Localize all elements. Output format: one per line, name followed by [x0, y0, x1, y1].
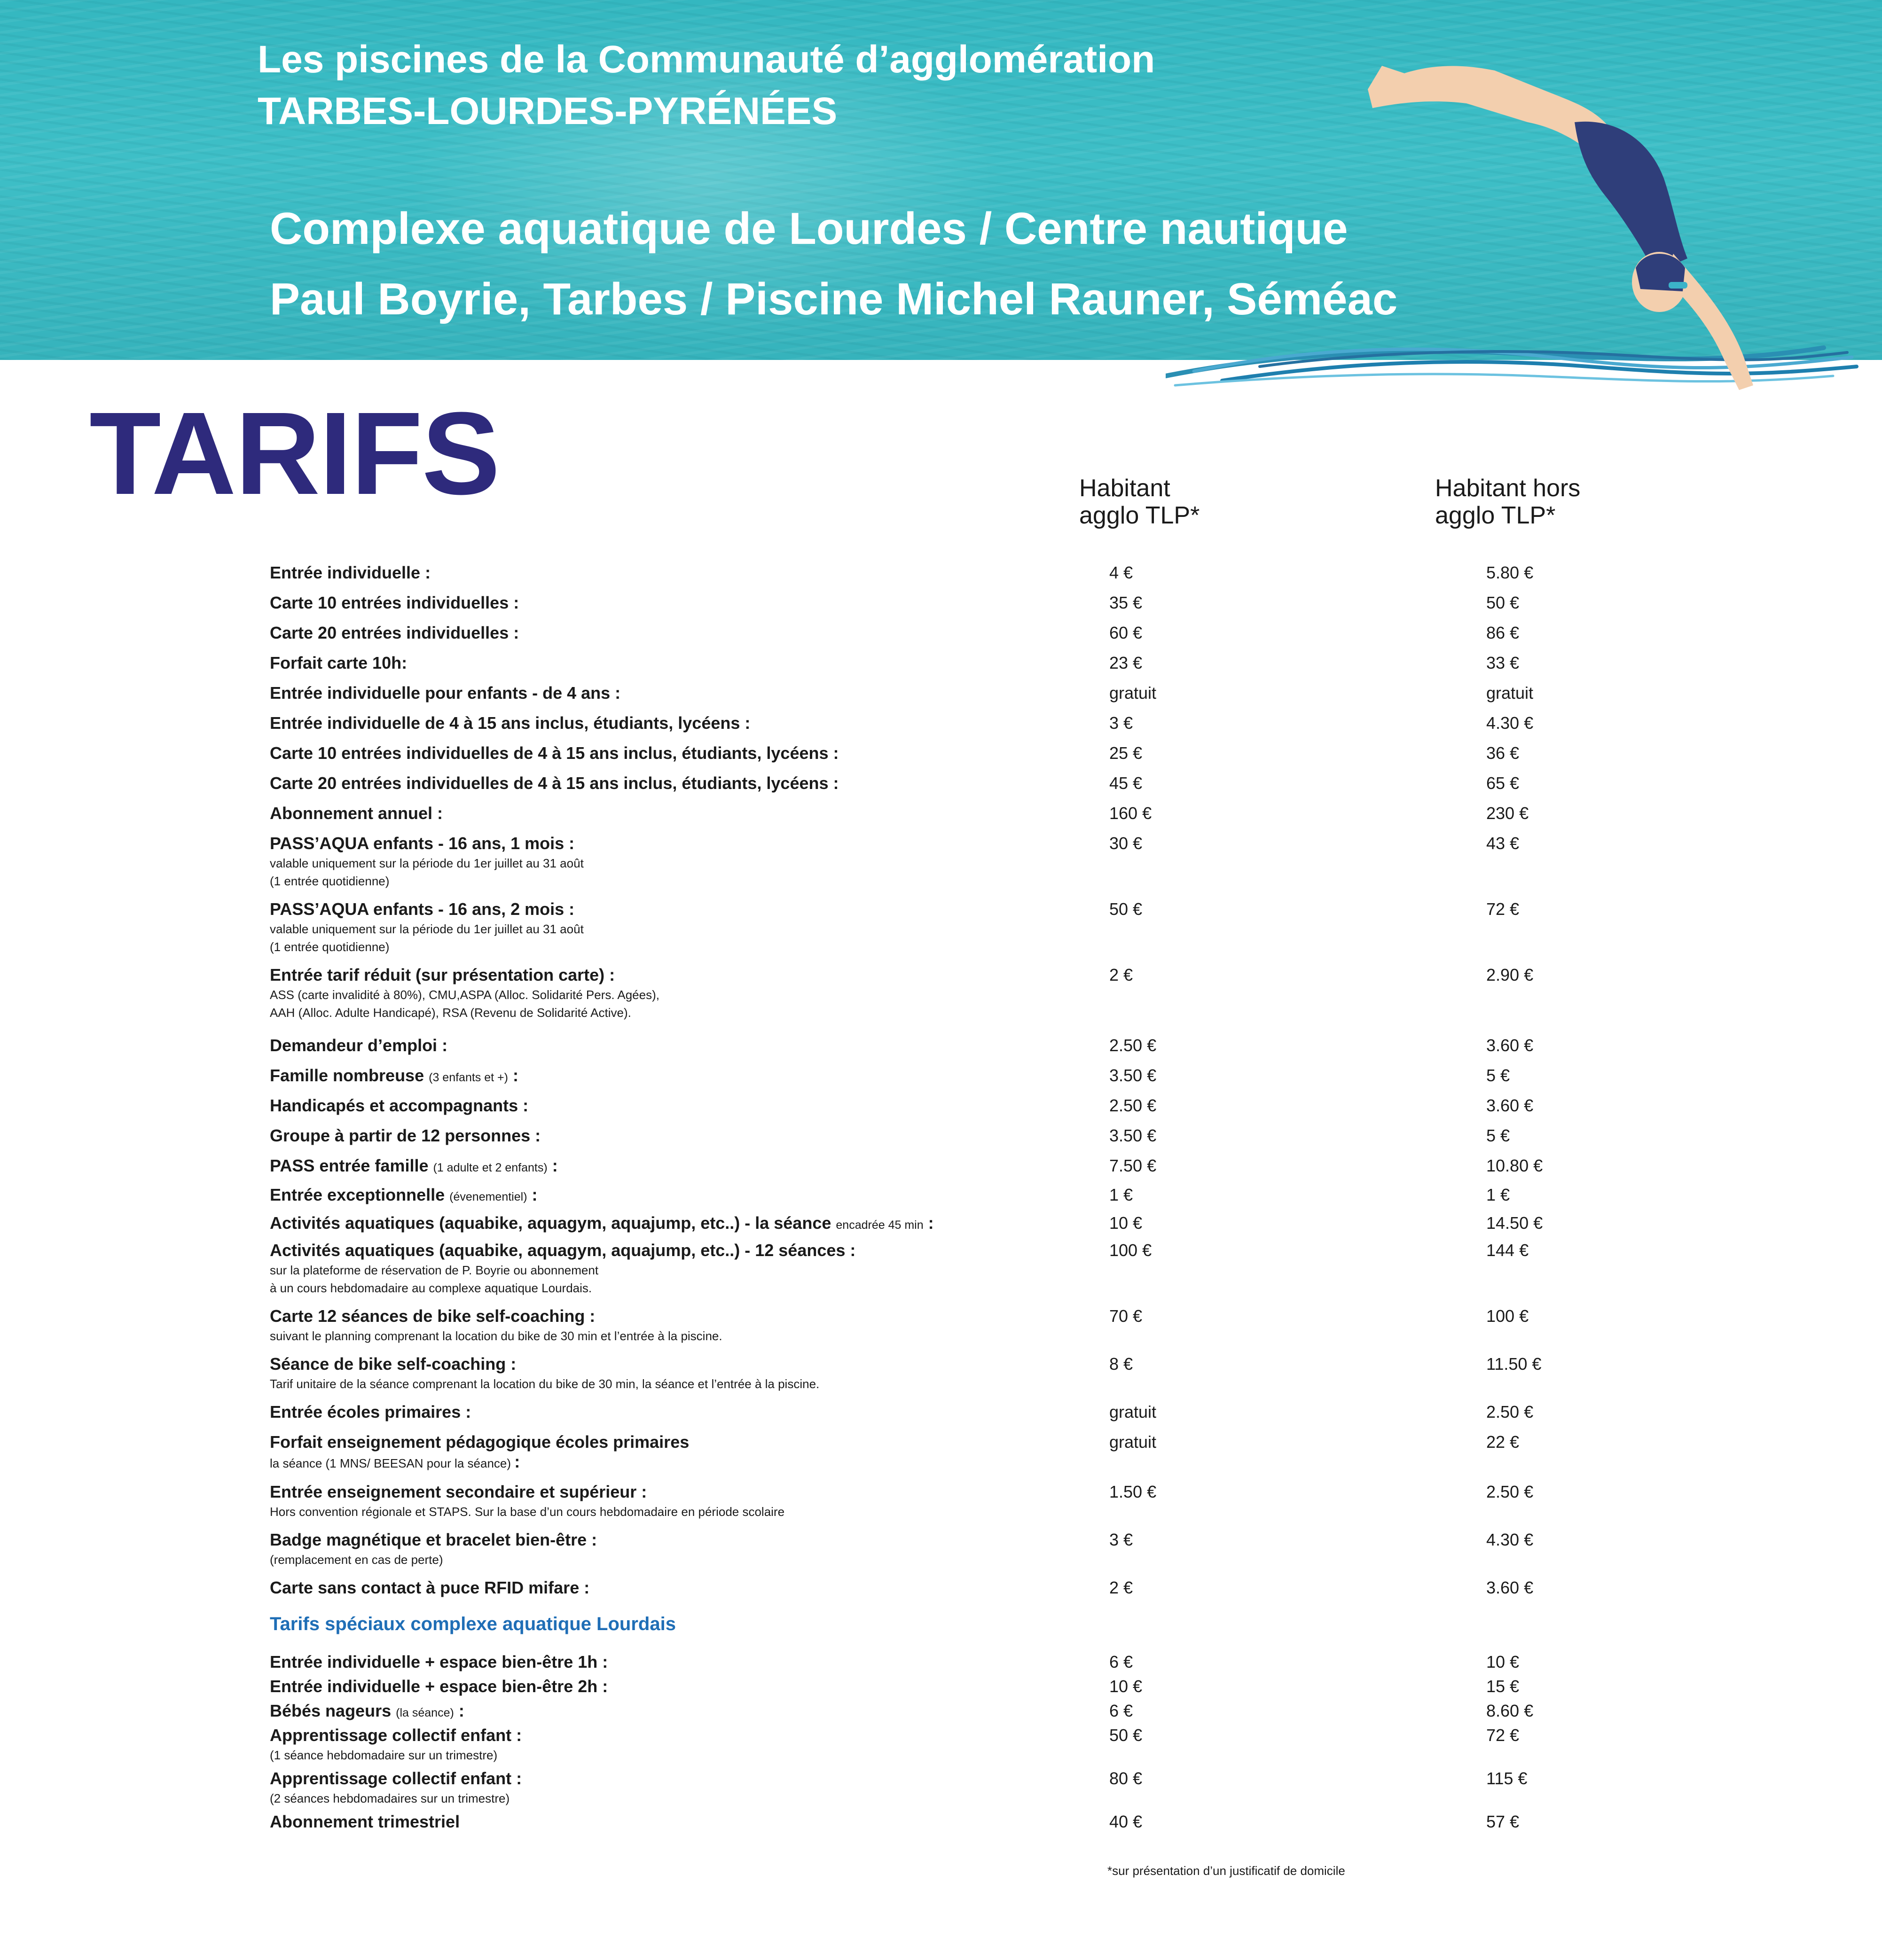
price-non-resident: 144 € [1486, 1241, 1529, 1260]
price-non-resident: 5 € [1486, 1066, 1510, 1085]
page-title: TARIFS [89, 388, 500, 519]
price-non-resident: 5.80 € [1486, 563, 1534, 582]
price-non-resident: 50 € [1486, 593, 1520, 612]
tariff-label: Abonnement annuel : [270, 804, 443, 823]
price-resident: 160 € [1109, 804, 1152, 823]
tariff-label: Carte 10 entrées individuelles de 4 à 15 ans inclus, étudiants, lycéens : [270, 743, 839, 763]
tariff-row [270, 1481, 1774, 1521]
price-non-resident: 4.30 € [1486, 1530, 1534, 1549]
price-resident: 4 € [1109, 563, 1133, 582]
tariff-label-colon: : [532, 1185, 538, 1204]
tariff-note: Tarif unitaire de la séance comprenant la location du bike de 30 min, la séance et l’entrée à la piscine. [270, 1377, 820, 1391]
price-resident: 2 € [1109, 1578, 1133, 1597]
tariff-label: Famille nombreuse [270, 1066, 424, 1085]
price-resident: 50 € [1109, 899, 1143, 919]
price-resident: gratuit [1109, 683, 1157, 703]
tariff-row [270, 898, 1774, 956]
tariff-label: Abonnement trimestriel [270, 1812, 460, 1831]
price-non-resident: 3.60 € [1486, 1036, 1534, 1055]
price-non-resident: 115 € [1486, 1769, 1528, 1788]
price-resident: 10 € [1109, 1677, 1143, 1696]
tariff-label: Entrée écoles primaires : [270, 1402, 471, 1421]
price-resident: gratuit [1109, 1432, 1157, 1452]
price-non-resident: gratuit [1486, 683, 1534, 703]
tariff-note: AAH (Alloc. Adulte Handicapé), RSA (Revenu de Solidarité Active). [270, 1006, 631, 1020]
special-tariff-row [270, 1651, 1774, 1673]
price-resident: 60 € [1109, 623, 1143, 642]
column-header-non-resident [1435, 475, 1580, 529]
tariff-label: Carte 12 séances de bike self-coaching : [270, 1306, 596, 1326]
price-resident: 3 € [1109, 1530, 1133, 1549]
tariff-row [270, 712, 1774, 734]
tariff-label-detail: encadrée 45 min [836, 1218, 924, 1232]
tariff-label: Demandeur d’emploi : [270, 1036, 448, 1055]
price-non-resident: 3.60 € [1486, 1578, 1534, 1597]
price-resident: 3 € [1109, 713, 1133, 733]
tariff-label-colon: : [552, 1156, 558, 1175]
tariff-note: (2 séances hebdomadaires sur un trimestre) [270, 1791, 510, 1805]
price-resident: 30 € [1109, 834, 1143, 853]
tariff-label-detail: (évenementiel) [449, 1190, 527, 1203]
tariff-note: à un cours hebdomadaire au complexe aquatique Lourdais. [270, 1281, 592, 1295]
price-non-resident: 36 € [1486, 743, 1520, 763]
tariff-label: PASS’AQUA enfants - 16 ans, 1 mois : [270, 834, 575, 853]
tariff-row [270, 1155, 1774, 1179]
tariff-row [270, 592, 1774, 614]
tariff-label-detail: (la séance) [396, 1706, 454, 1719]
tariff-label-detail: (1 adulte et 2 enfants) [433, 1161, 548, 1174]
tariff-note: suivant le planning comprenant la location du bike de 30 min et l’entrée à la piscine. [270, 1329, 722, 1343]
tariff-row [270, 1035, 1774, 1056]
tariff-label: Carte 10 entrées individuelles : [270, 593, 519, 612]
price-resident: 40 € [1109, 1812, 1143, 1831]
tariff-label-group [270, 1155, 1774, 1179]
tariff-label-group [270, 1065, 1774, 1088]
price-resident: 6 € [1109, 1701, 1133, 1720]
price-resident: 3.50 € [1109, 1066, 1157, 1085]
tariff-label-colon: : [928, 1213, 934, 1233]
price-non-resident: 22 € [1486, 1432, 1520, 1452]
tariff-row [270, 1577, 1774, 1599]
footnote: *sur présentation d’un justificatif de domicile [1107, 1864, 1345, 1878]
tariff-row [270, 742, 1774, 764]
header-subtitle-2: Paul Boyrie, Tarbes / Piscine Michel Rauner, Séméac [270, 274, 1398, 324]
tariff-label: PASS’AQUA enfants - 16 ans, 2 mois : [270, 899, 575, 919]
price-resident: 45 € [1109, 773, 1143, 793]
tariff-note: sur la plateforme de réservation de P. Boyrie ou abonnement [270, 1263, 599, 1277]
tariff-label: Activités aquatiques (aquabike, aquagym, aquajump, etc..) - 12 séances : [270, 1241, 856, 1260]
tariff-label: Entrée enseignement secondaire et supérieur : [270, 1482, 647, 1501]
price-non-resident: 4.30 € [1486, 713, 1534, 733]
price-resident: 8 € [1109, 1354, 1133, 1374]
price-resident: 70 € [1109, 1306, 1143, 1326]
tariff-label-group [270, 1184, 1774, 1208]
tariff-row [270, 1125, 1774, 1147]
price-non-resident: 2.50 € [1486, 1482, 1534, 1501]
price-resident: 1.50 € [1109, 1482, 1157, 1501]
tariff-label-group [270, 1700, 1774, 1724]
tariff-label-group [270, 1212, 1774, 1236]
tariff-note-group [270, 1453, 1774, 1472]
tariff-label: Entrée exceptionnelle [270, 1185, 445, 1204]
tariff-row [270, 1212, 1774, 1236]
price-non-resident: 43 € [1486, 834, 1520, 853]
tariff-label: Forfait enseignement pédagogique écoles primaires [270, 1432, 690, 1452]
tariff-row [270, 1353, 1774, 1393]
tariff-row [270, 1240, 1774, 1297]
price-resident: 2.50 € [1109, 1036, 1157, 1055]
tariff-label: Apprentissage collectif enfant : [270, 1726, 522, 1745]
column-header-non-resident-line-1: Habitant hors [1435, 475, 1581, 502]
tariff-label: Carte sans contact à puce RFID mifare : [270, 1578, 590, 1597]
price-non-resident: 15 € [1486, 1677, 1520, 1696]
price-resident: 1 € [1109, 1185, 1133, 1204]
tariff-note: la séance (1 MNS/ BEESAN pour la séance) [270, 1456, 511, 1470]
tariff-row [270, 803, 1774, 824]
price-resident: 3.50 € [1109, 1126, 1157, 1145]
tariff-label: Entrée tarif réduit (sur présentation carte) : [270, 965, 615, 984]
tariff-label: Carte 20 entrées individuelles de 4 à 15 ans inclus, étudiants, lycéens : [270, 773, 839, 793]
price-resident: 2.50 € [1109, 1096, 1157, 1115]
price-non-resident: 100 € [1486, 1306, 1529, 1326]
tariff-row [270, 1305, 1774, 1345]
tariff-row [270, 652, 1774, 674]
price-resident: 100 € [1109, 1241, 1152, 1260]
tariff-label: Activités aquatiques (aquabike, aquagym, aquajump, etc..) - la séance [270, 1213, 831, 1233]
price-non-resident: 86 € [1486, 623, 1520, 642]
price-non-resident: 11.50 € [1486, 1354, 1542, 1374]
tariff-row [270, 1401, 1774, 1423]
special-tariff-row [270, 1725, 1774, 1764]
tariff-note: valable uniquement sur la période du 1er juillet au 31 août [270, 856, 584, 870]
price-resident: 10 € [1109, 1213, 1143, 1233]
tariff-row [270, 1095, 1774, 1117]
price-resident: 23 € [1109, 653, 1143, 672]
tariff-label: Handicapés et accompagnants : [270, 1096, 529, 1115]
diver-illustration-icon [1166, 47, 1861, 404]
tariff-label: Séance de bike self-coaching : [270, 1354, 517, 1374]
price-resident: 35 € [1109, 593, 1143, 612]
special-tariff-row [270, 1768, 1774, 1807]
tariff-label-detail: (3 enfants et +) [429, 1071, 508, 1084]
price-non-resident: 57 € [1486, 1812, 1520, 1831]
tariff-note: (1 séance hebdomadaire sur un trimestre) [270, 1748, 498, 1762]
price-non-resident: 2.50 € [1486, 1402, 1534, 1421]
tariff-label: Entrée individuelle + espace bien-être 1h : [270, 1652, 608, 1671]
price-non-resident: 72 € [1486, 899, 1520, 919]
header-subtitle-1: Complexe aquatique de Lourdes / Centre nautique [270, 203, 1348, 254]
price-resident: 25 € [1109, 743, 1143, 763]
tariff-row [270, 1065, 1774, 1088]
header-line-2: TARBES-LOURDES-PYRÉNÉES [258, 90, 838, 133]
tariff-label: Entrée individuelle pour enfants - de 4 ans : [270, 683, 621, 703]
price-resident: 50 € [1109, 1726, 1143, 1745]
column-header-non-resident-line-2: agglo TLP* [1435, 502, 1556, 529]
tariff-label: Groupe à partir de 12 personnes : [270, 1126, 541, 1145]
tariff-label-colon: : [458, 1701, 464, 1720]
tariff-note: Hors convention régionale et STAPS. Sur la base d’un cours hebdomadaire en période scolaire [270, 1505, 785, 1519]
price-resident: 2 € [1109, 965, 1133, 984]
tariff-label: Entrée individuelle : [270, 563, 431, 582]
price-non-resident: 65 € [1486, 773, 1520, 793]
tariff-row [270, 964, 1774, 1022]
tariff-label: Bébés nageurs [270, 1701, 392, 1720]
tariff-label: Forfait carte 10h: [270, 653, 408, 672]
tariff-note: (1 entrée quotidienne) [270, 874, 390, 888]
tariff-label: Entrée individuelle de 4 à 15 ans inclus, étudiants, lycéens : [270, 713, 751, 733]
price-resident: 6 € [1109, 1652, 1133, 1671]
price-resident: 80 € [1109, 1769, 1143, 1788]
special-section-title: Tarifs spéciaux complexe aquatique Lourdais [270, 1614, 676, 1634]
price-non-resident: 230 € [1486, 804, 1529, 823]
tariff-row [270, 833, 1774, 890]
price-non-resident: 10.80 € [1486, 1156, 1543, 1175]
tariff-note: valable uniquement sur la période du 1er juillet au 31 août [270, 922, 584, 936]
price-non-resident: 10 € [1486, 1652, 1520, 1671]
tariff-note: (remplacement en cas de perte) [270, 1553, 443, 1567]
column-header-resident-line-2: agglo TLP* [1079, 502, 1200, 529]
price-non-resident: 8.60 € [1486, 1701, 1534, 1720]
column-header-resident [1079, 475, 1200, 529]
special-tariff-row [270, 1676, 1774, 1697]
tariff-label: Badge magnétique et bracelet bien-être : [270, 1530, 597, 1549]
header-line-1: Les piscines de la Communauté d’agglomération [258, 38, 1155, 81]
price-non-resident: 2.90 € [1486, 965, 1534, 984]
tariff-note: ASS (carte invalidité à 80%), CMU,ASPA (Alloc. Solidarité Pers. Agées), [270, 988, 659, 1002]
price-resident: 7.50 € [1109, 1156, 1157, 1175]
price-non-resident: 72 € [1486, 1726, 1520, 1745]
tariff-label: Carte 20 entrées individuelles : [270, 623, 519, 642]
column-header-resident-line-1: Habitant [1079, 475, 1170, 502]
price-non-resident: 14.50 € [1486, 1213, 1543, 1233]
tariff-row [270, 1431, 1774, 1472]
price-resident: gratuit [1109, 1402, 1157, 1421]
price-non-resident: 3.60 € [1486, 1096, 1534, 1115]
tariff-label: Entrée individuelle + espace bien-être 2h : [270, 1677, 608, 1696]
price-non-resident: 33 € [1486, 653, 1520, 672]
tariff-note: (1 entrée quotidienne) [270, 940, 390, 954]
tariff-label: Apprentissage collectif enfant : [270, 1769, 522, 1788]
tariff-row [270, 562, 1774, 584]
special-tariff-row [270, 1811, 1774, 1833]
tariff-row [270, 773, 1774, 794]
special-tariff-row [270, 1700, 1774, 1724]
price-non-resident: 5 € [1486, 1126, 1510, 1145]
tariff-label: PASS entrée famille [270, 1156, 429, 1175]
tariff-note-colon: : [514, 1452, 520, 1471]
price-non-resident: 1 € [1486, 1185, 1510, 1204]
tariff-label-colon: : [513, 1066, 518, 1085]
tariff-row [270, 682, 1774, 704]
tariff-row [270, 1529, 1774, 1569]
tariff-row [270, 1184, 1774, 1208]
tariff-row [270, 622, 1774, 644]
